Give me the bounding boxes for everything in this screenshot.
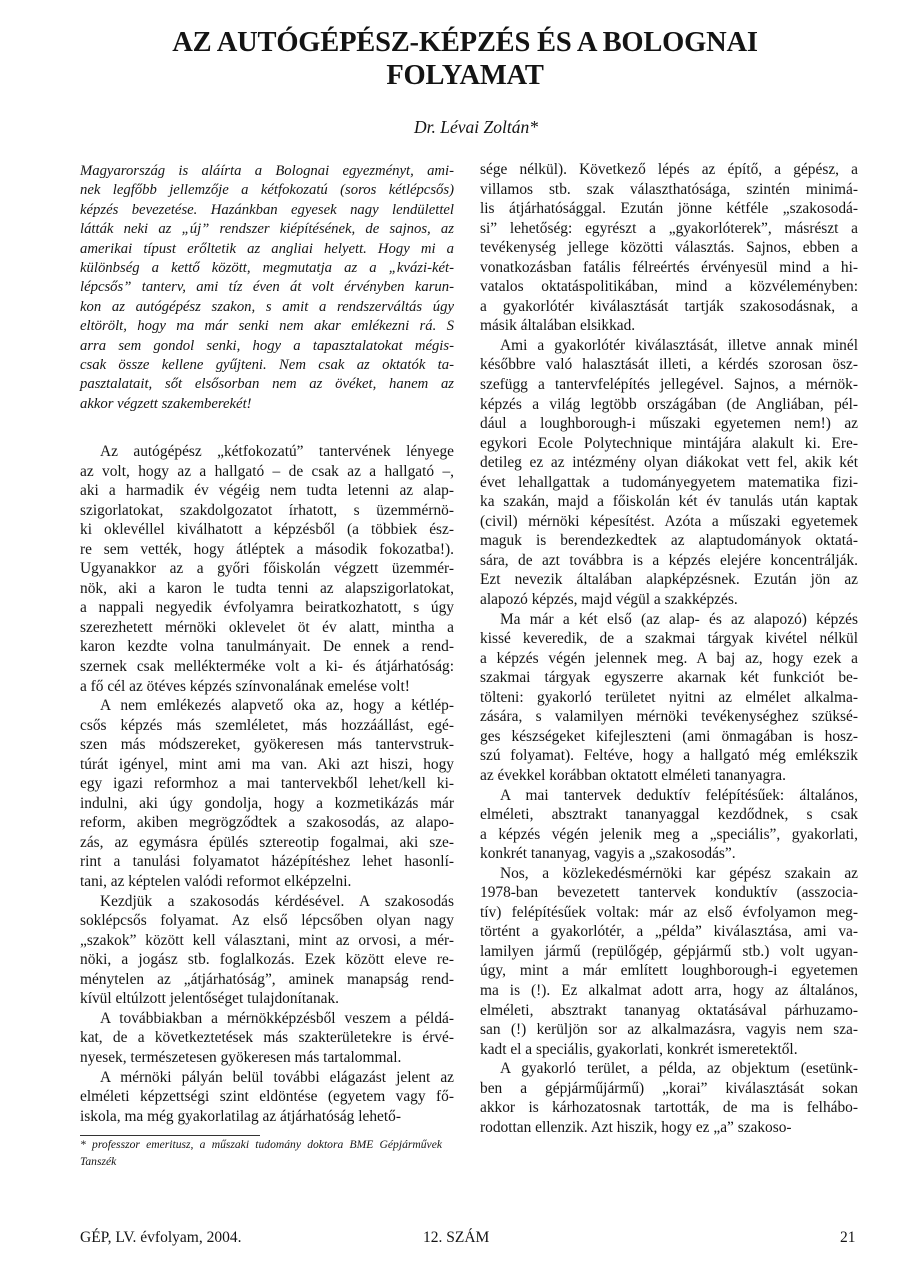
text-line: A továbbiakban a mérnökképzésből veszem a példá- <box>100 1009 454 1027</box>
text-line: szú folyamat). Feltéve, hogy a hallgató még emlékszik <box>480 747 858 765</box>
title-line-2: FOLYAMAT <box>386 60 544 91</box>
text-line: villamos stb. szak választhatósága, szintén minimá- <box>480 180 858 198</box>
text-line: képzés a világ legtöbb országában (de Angliában, pél- <box>480 395 858 413</box>
text-line: kissé keveredik, de a szakmai tárgyak kivétel nélkül <box>480 630 858 648</box>
text-line: a nappali negyedik évfolyamra beiratkozhatott, s úgy <box>80 599 454 617</box>
text-line: egy igazi reformhoz a mai tantervekből lehet/kell ki- <box>80 775 454 793</box>
paragraph <box>480 336 858 610</box>
text-line: eltörölt, hogy ma már senki nem akar emlékezni rá. S <box>80 318 454 335</box>
text-line: A mai tantervek deduktív felépítésűek: általános, <box>500 786 858 804</box>
text-line: karon kezdte volna tanulmányait. De ennek a rend- <box>80 638 454 656</box>
paragraph <box>80 696 454 891</box>
text-line: túrát igényel, mint ami ma van. Aki azt hiszi, hogy <box>80 755 454 773</box>
text-line: szakmai tárgyak egyszerre akarnak két funkciót be- <box>480 669 858 687</box>
text-line: szernek csak mellékterméke volt a ki- és átjárhatóság: <box>80 658 454 676</box>
text-line: szefügg a tantervfelépítés jellegével. Sajnos, a mérnök- <box>480 376 858 394</box>
text-line: konkrét tananyag, vagyis a „szakosodás”. <box>480 845 736 863</box>
text-line: zására, s valamilyen mérnöki tevékenységhez szüksé- <box>480 708 858 726</box>
text-line: sége nélkül). Következő lépés az építő, a gépész, a <box>480 161 858 178</box>
text-line: szigorlatokat, szakdolgozatot írhatott, s üzemmérnö- <box>80 501 454 519</box>
text-line: nöki, a jogász stb. foglalkozás. Ezek között eleve re- <box>80 951 454 969</box>
text-line: 1978-ban bevezetett tantervek konduktív (asszocia- <box>480 884 858 902</box>
text-line: ka szakán, majd a főiskolán két év tanulás után kaptak <box>480 493 858 511</box>
text-line: a fő cél az ötéves képzés színvonalának emelése volt! <box>80 677 410 695</box>
text-line: elméleti, absztrakt tananyag oktatásával párhuzamo- <box>480 1001 858 1019</box>
text-line: arra sem gondol senki, hogy a tapasztalatokat mégis- <box>80 337 454 354</box>
text-line: pasztalatait, sőt elsősorban nem az övéket, hanem az <box>80 376 454 393</box>
paragraph <box>80 892 454 1009</box>
text-line: nyesek, természetesen gyökeresen más tartalommal. <box>80 1048 402 1066</box>
text-line: évet lehallgattak a tudományegyetem matematika fizi- <box>480 473 858 491</box>
text-line: csős képzés más szemléletet, más hozzáállást, egé- <box>80 716 454 734</box>
text-line: nek legfőbb jellemzője a kétfokozatú (soros kétlépcsős) <box>80 182 454 199</box>
paragraph <box>480 864 858 1059</box>
text-line: si” lehetőség: egyrészt a „gyakorlóterek”, másrészt a <box>480 219 858 237</box>
page-number: 21 <box>840 1229 856 1246</box>
text-line: úgy, mint a már említett loughborough-i egyetemen <box>480 962 858 980</box>
text-line: reform, akiben megrögződtek a szakosodás, az alapo- <box>80 814 454 832</box>
text-line: A mérnöki pályán belül további elágazást jelent az <box>100 1068 454 1086</box>
text-line: Ami a gyakorlótér kiválasztását, illetve annak minél <box>500 336 858 354</box>
text-line: nök, aki a karon le tudta tenni az alapszigorlatokat, <box>80 579 454 597</box>
text-line: kon az autógépész szakon, s amit a rendszerváltás úgy <box>80 298 454 315</box>
paragraph <box>480 160 858 336</box>
text-line: zás, az egymásra épülés sztereotip fogalmai, aki sze- <box>80 833 454 851</box>
text-line: a képzés végén jelenik meg a „speciális”, gyakorlati, <box>480 825 858 843</box>
text-line: soklépcsős folyamat. Az első lépcsőben olyan nagy <box>80 912 454 930</box>
article-title <box>80 26 850 92</box>
text-line: detileg ez az intézmény olyan diákokat vett fel, akik két <box>480 454 858 472</box>
text-line: a gyakorlótér kiválasztását tartják szakosodásnak, a <box>480 297 858 315</box>
right-column-body <box>480 160 858 1137</box>
text-line: elméleti, absztrakt tananyaggal kezdődnek, s csak <box>480 806 858 824</box>
text-line: rodottan ellenzik. Azt hiszik, hogy ez „a” szakoso- <box>480 1118 792 1136</box>
text-line: Magyarország is aláírta a Bolognai egyezményt, ami- <box>80 163 454 179</box>
text-line: képzés bevezetése. Hazánkban egyesek nagy lendülettel <box>80 201 454 218</box>
text-line: történt a gyakorlótér, a „példa” kiválasztása, ami va- <box>480 923 858 941</box>
text-line: lépcsős” tanterv, ami tíz éven át volt érvényben karun- <box>80 279 454 296</box>
text-line: látták neki az „új” rendszer kiépítésének, de sajnos, az <box>80 221 454 238</box>
text-line: másik általában elsikkad. <box>480 317 636 335</box>
text-line: sára, de azt továbbra is a képzés elejére koncentrálják. <box>480 551 858 569</box>
text-line: csak össze kellene gyűjteni. Nem csak az oktatók ta- <box>80 357 454 374</box>
paragraph <box>480 1059 858 1137</box>
title-line-1: AZ AUTÓGÉPÉSZ-KÉPZÉS ÉS A BOLOGNAI <box>172 27 758 58</box>
text-line: akkor is kárhozatosnak tartották, de ma is felhábo- <box>480 1099 858 1117</box>
text-line: „szakok” között kell választani, mint az orvosi, a mér- <box>80 931 454 949</box>
paragraph <box>80 1009 454 1068</box>
text-line: tevékenység jellege közötti választás. Sajnos, ebben a <box>480 239 858 257</box>
text-line: iskola, ma még gyakorlatilag az átjárhatóság lehető- <box>80 1107 401 1125</box>
text-line: ma is (!). Ez alkalmat adott arra, hogy az általános, <box>480 981 858 999</box>
text-line: rint a tanulási folyamatot házépítéshez lehet hasonlí- <box>80 853 454 871</box>
text-line: kívül eltúlzott jelentőséget tulajdonítanak. <box>80 990 340 1008</box>
text-line: elméleti képzettségi szint eldöntése (egyetem vagy fő- <box>80 1088 454 1106</box>
text-line: ben a gépjárműjármű) „korai” kiválasztását sokan <box>480 1079 858 1097</box>
text-line: Az autógépész „kétfokozatú” tantervének lényege <box>100 443 454 460</box>
text-line: (civil) mérnöki képesítést. Azóta a műszaki egyetemek <box>480 512 858 530</box>
text-line: ges készségeket kifejleszteni (ami önmagában is hosz- <box>480 727 858 745</box>
text-line: amerikai típust erőltetik az angliai helyett. Hogy mi a <box>80 240 454 257</box>
text-line: kadt el a speciális, gyakorlati, konkrét ismeretektől. <box>480 1040 798 1058</box>
paragraph <box>480 610 858 786</box>
text-line: az évekkel korábban oktatott elméleti tananyagra. <box>480 766 786 784</box>
footnote: * professzor emeritusz, a műszaki tudomány doktora BME Gépjárművek Tanszék <box>80 1138 442 1168</box>
footer-issue: 12. SZÁM <box>423 1229 490 1246</box>
text-line: maguk is berendezkedtek az alaptudományok oktatá- <box>480 532 858 550</box>
text-line: Ma már a két első (az alap- és az alapozó) képzés <box>500 610 858 628</box>
abstract <box>80 162 454 414</box>
text-line: az volt, hogy az a hallgató – de csak az a hallgató –, <box>80 462 454 480</box>
text-line: dául a loughborough-i műszaki egyetemen nem!) az <box>480 415 858 433</box>
text-line: aki a harmadik év végéig nem tudta letenni az alap- <box>80 482 454 500</box>
text-line: tölteni: gyakorló területet nyitni az elmélet alkalma- <box>480 688 858 706</box>
text-line: lamilyen jármű (repülőgép, gépjármű stb.) volt ugyan- <box>480 942 858 960</box>
left-column-body <box>80 442 454 1126</box>
text-line: Ugyanakkor az a győri főiskolán végzett üzemmér- <box>80 560 454 578</box>
text-line: szerezhetett mérnöki oklevelet öt év alatt, mintha a <box>80 618 454 636</box>
text-line: különbség a kettő között, megmutatja az a „kvázi-két- <box>80 260 454 277</box>
paragraph <box>80 442 454 696</box>
text-line: akkor végzett szakemberekét! <box>80 395 252 412</box>
text-line: A gyakorló terület, a példa, az objektum (esetünk- <box>500 1060 858 1078</box>
text-line: későbbre való halasztását illeti, a kérdés szorosan ösz- <box>480 356 858 374</box>
text-line: A nem emlékezés alapvető oka az, hogy a kétlép- <box>100 697 454 715</box>
text-line: vonatkozásban fatális félreértés érvényesül mind a hi- <box>480 258 858 276</box>
text-line: alapozó képzés, majd végül a szakképzés. <box>480 591 738 609</box>
text-line: Kezdjük a szakosodás kérdésével. A szakosodás <box>100 892 454 910</box>
text-line: a képzés végén jelennek meg. A baj az, hogy ezek a <box>480 649 858 667</box>
footer-journal: GÉP, LV. évfolyam, 2004. <box>80 1229 242 1246</box>
author-name: Dr. Lévai Zoltán* <box>414 117 538 137</box>
text-line: tív) felépítésűek voltak: már az első évfolyamon meg- <box>480 903 858 921</box>
text-line: Nos, a közlekedésmérnöki kar gépész szakain az <box>500 864 858 882</box>
text-line: lis átjárhatósággal. Ezután jönne kétféle „szakosodá- <box>480 200 858 218</box>
text-line: ki oklevéllel kiválhatott a képzésből (a többiek ész- <box>80 521 454 539</box>
text-line: Ezt nevezik általában alapképzésnek. Ezután jön az <box>480 571 858 589</box>
text-line: re sem vették, hogy átléptek a második fokozatba!). <box>80 540 454 558</box>
text-line: ménytelen az „átjárhatóság”, aminek manapság rend- <box>80 970 454 988</box>
text-line: vatalos oktatáspolitikában, mind a közvéleményben: <box>480 278 858 296</box>
text-line: egykori Ecole Polytechnique mintájára alakult ki. Ere- <box>480 434 858 452</box>
text-line: indulni, aki úgy gondolja, hogy a kozmetikázás már <box>80 794 454 812</box>
text-line: san (!) kerüljön sor az alkalmazásra, vagyis nem sza- <box>480 1021 858 1039</box>
paragraph <box>80 1068 454 1127</box>
text-line: szen más módszereket, gyökeresen más tantervstruk- <box>80 736 454 754</box>
text-line: kat, de a következtetések más szakterületekre is érvé- <box>80 1029 454 1047</box>
paragraph <box>480 786 858 864</box>
text-line: tani, az képtelen valódi reformot elképzelni. <box>80 873 352 891</box>
